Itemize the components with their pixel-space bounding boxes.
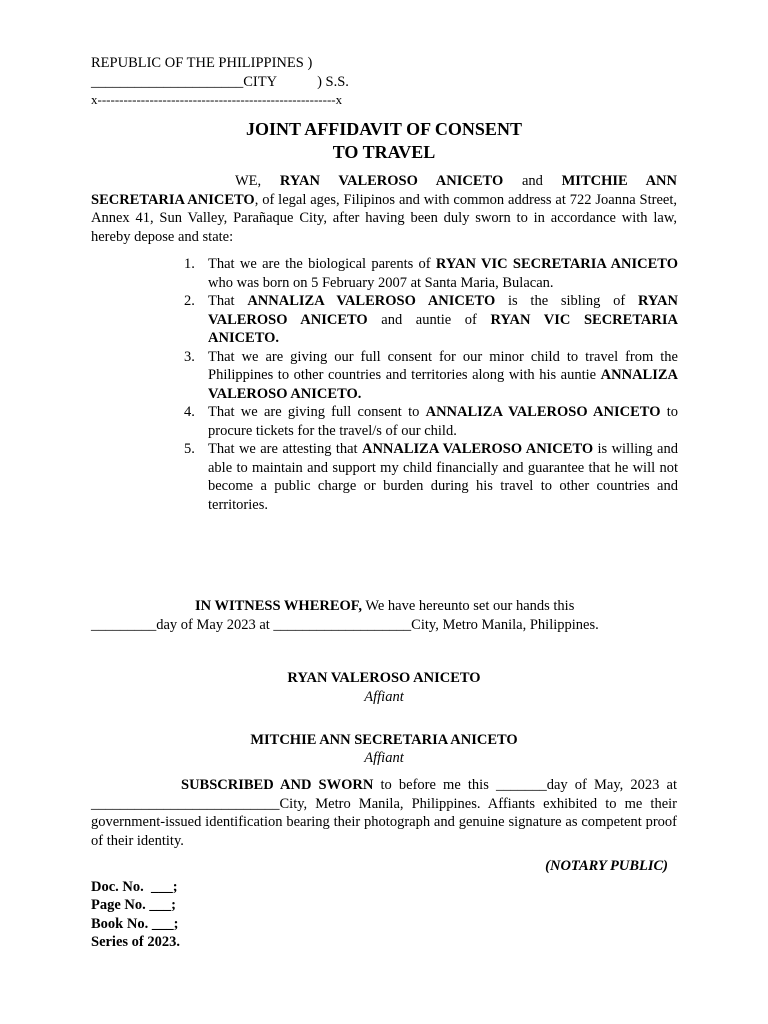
signatory-role-2: Affiant	[364, 750, 404, 766]
item-bold: ANNALIZA VALEROSO ANICETO	[361, 441, 594, 457]
intro-paragraph	[91, 172, 677, 246]
book-no: Book No. ___;	[91, 915, 179, 932]
series: Series of 2023.	[91, 933, 180, 950]
statement-list	[162, 255, 678, 514]
jurat-paragraph	[91, 776, 677, 850]
item-text: is willing and able to maintain and support my child financially and guarantee that he will not become a public charge or burden during his travel to other countries and territories.	[208, 441, 678, 513]
item-number: 5.	[184, 441, 195, 457]
item-text: That	[208, 293, 248, 309]
doc-no: Doc. No. ___;	[91, 879, 178, 895]
item-number: 4.	[184, 404, 195, 420]
intro-text-2: and	[503, 173, 562, 189]
item-text: and auntie of	[367, 311, 491, 328]
signatory-name-2: MITCHIE ANN SECRETARIA ANICETO	[250, 732, 518, 748]
item-bold: ANNALIZA VALEROSO ANICETO	[247, 293, 496, 309]
header-city-line	[91, 73, 349, 91]
list-item	[184, 403, 678, 440]
jurat-text: to before me this _______day of May, 2023 at __________________________City, Metro Manila, Philippines. Affiants exhibited to me their government-issued identification bearing their photograph and genuine signature as competent proof of their identity.	[91, 777, 677, 849]
list-item	[184, 255, 678, 292]
city-label: CITY	[243, 74, 278, 90]
intro-name-2: MITCHIE ANN SECRETARIA ANICETO	[91, 173, 678, 208]
list-item	[184, 292, 678, 348]
list-item	[184, 440, 678, 514]
item-number: 2.	[184, 293, 195, 309]
item-text: That we are the biological parents of	[208, 256, 436, 272]
item-bold: RYAN VIC SECRETARIA ANICETO.	[208, 311, 678, 346]
item-text: That we are attesting that	[208, 441, 362, 457]
document-title-line2: TO TRAVEL	[332, 142, 436, 162]
header-republic: REPUBLIC OF THE PHILIPPINES )	[91, 55, 313, 71]
city-blank: _____________________	[91, 74, 244, 90]
page-no: Page No. ___;	[91, 897, 176, 914]
header-divider: x-------------------------------------------------------x	[91, 92, 343, 107]
signatory-name-1: RYAN VALEROSO ANICETO	[287, 670, 481, 686]
ss-label: ) S.S.	[317, 74, 349, 90]
witness-text: We have hereunto set our hands this	[361, 598, 575, 614]
witness-bold: IN WITNESS WHEREOF,	[195, 598, 362, 614]
intro-text-3: , of legal ages, Filipinos and with common address at 722 Joanna Street, Annex 41, Sun Valley, Parañaque City, after having been duly sworn to in accordance with law, hereby depose and state:	[91, 191, 677, 245]
item-bold: ANNALIZA VALEROSO ANICETO	[425, 404, 661, 420]
document-title-line1: JOINT AFFIDAVIT OF CONSENT	[246, 119, 522, 139]
notarial-register	[91, 878, 180, 951]
witness-date-line: _________day of May 2023 at ___________________City, Metro Manila, Philippines.	[91, 616, 599, 633]
jurat-bold: SUBSCRIBED AND SWORN	[181, 777, 374, 793]
intro-text-1: WE,	[235, 173, 280, 189]
item-text: to procure tickets for the travel/s of our child.	[208, 404, 678, 439]
signatory-role-1: Affiant	[364, 689, 404, 705]
item-bold: RYAN VALEROSO ANICETO	[208, 293, 678, 328]
item-text: That we are giving full consent to	[208, 404, 426, 420]
item-text: who was born on 5 February 2007 at Santa Maria, Bulacan.	[208, 274, 554, 291]
notary-public-label: (NOTARY PUBLIC)	[545, 858, 668, 874]
item-text: is the sibling of	[495, 293, 638, 309]
item-bold: ANNALIZA VALEROSO ANICETO.	[208, 367, 678, 402]
list-item	[184, 348, 678, 404]
item-bold: RYAN VIC SECRETARIA ANICETO	[435, 256, 678, 272]
witness-paragraph	[91, 597, 677, 634]
intro-name-1: RYAN VALEROSO ANICETO	[279, 173, 504, 189]
item-number: 1.	[184, 256, 195, 272]
item-number: 3.	[184, 348, 195, 365]
item-text: That we are giving our full consent for our minor child to travel from the Philippines to other countries and territories along with his auntie	[208, 348, 678, 383]
